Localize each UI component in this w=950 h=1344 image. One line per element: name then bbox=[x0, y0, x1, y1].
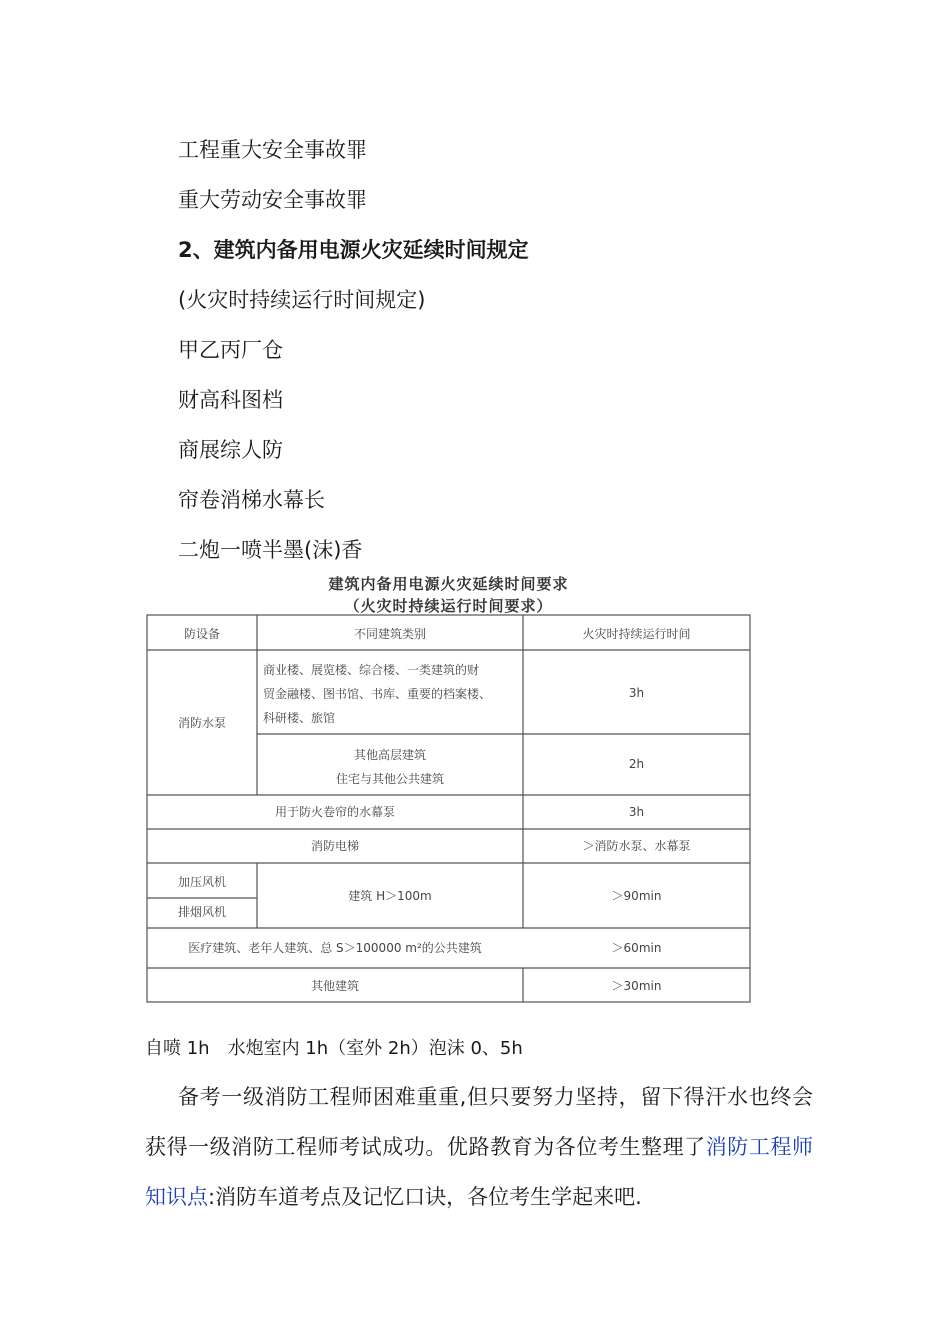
paragraph-text-1: 备考一级消防工程师困难重重,但只要努力坚持，留下得汗水也终会获得一级消防工程师考试成功。优路教育为各位考生整理了 bbox=[145, 1085, 813, 1159]
cell-time-2: 2h bbox=[628, 757, 645, 771]
line-4: 甲乙丙厂仓 bbox=[178, 338, 283, 362]
line-7: 帘卷消梯水幕长 bbox=[178, 488, 325, 512]
cell-time-7: ＞30min bbox=[611, 979, 662, 993]
category-2-line-b: 住宅与其他公共建筑 bbox=[335, 772, 444, 786]
cell-other-buildings: 其他建筑 bbox=[310, 979, 359, 993]
cell-smoke-fan: 排烟风机 bbox=[177, 905, 226, 919]
cell-category-2 bbox=[257, 743, 523, 791]
category-1-line-b: 贸金融楼、图书馆、书库、重要的档案楼、 bbox=[263, 687, 492, 701]
header-time: 火灾时持续运行时间 bbox=[582, 627, 691, 641]
category-1-line-a: 商业楼、展览楼、综合楼、一类建筑的财 bbox=[263, 663, 480, 677]
cell-curtain-pump: 用于防火卷帘的水幕泵 bbox=[274, 805, 395, 819]
cell-time-4: ＞消防水泵、水幕泵 bbox=[582, 839, 691, 853]
line-1: 工程重大安全事故罪 bbox=[178, 138, 367, 162]
header-device: 防设备 bbox=[183, 627, 220, 641]
cell-time-1: 3h bbox=[628, 686, 645, 700]
cell-medical-buildings: 医疗建筑、老年人建筑、总 S＞100000 m²的公共建筑 bbox=[188, 941, 482, 955]
category-1-line-c: 科研楼、旅馆 bbox=[263, 711, 336, 725]
cell-time-5: ＞90min bbox=[611, 889, 662, 903]
line-5: 财高科图档 bbox=[178, 388, 283, 412]
cell-pressure-fan: 加压风机 bbox=[177, 875, 226, 889]
category-2-line-a: 其他高层建筑 bbox=[353, 748, 426, 762]
closing-paragraph bbox=[145, 1072, 813, 1222]
section-heading: 2、建筑内备用电源火灾延续时间规定 bbox=[178, 238, 529, 262]
line-3: (火灾时持续运行时间规定) bbox=[178, 288, 426, 312]
line-2: 重大劳动安全事故罪 bbox=[178, 188, 367, 212]
cell-fire-pump: 消防水泵 bbox=[177, 716, 226, 730]
line-6: 商展综人防 bbox=[178, 438, 283, 462]
cell-time-6: ＞60min bbox=[611, 941, 662, 955]
cell-building-height: 建筑 H＞100m bbox=[348, 889, 432, 903]
sprinkler-note: 自喷 1h 水炮室内 1h（室外 2h）泡沫 0、5h bbox=[145, 1038, 523, 1059]
cell-category-1 bbox=[257, 658, 523, 730]
table-subtitle: （火灾时持续运行时间要求） bbox=[344, 597, 553, 615]
cell-time-3: 3h bbox=[628, 805, 645, 819]
paragraph-text-2: :消防车道考点及记忆口诀，各位考生学起来吧. bbox=[208, 1185, 642, 1209]
table-title: 建筑内备用电源火灾延续时间要求 bbox=[328, 575, 569, 593]
header-category: 不同建筑类别 bbox=[353, 627, 426, 641]
line-8: 二炮一喷半墨(沫)香 bbox=[178, 538, 363, 562]
knowledge-link[interactable]: 消防工程师知识点 bbox=[145, 1135, 814, 1209]
cell-fire-elevator: 消防电梯 bbox=[310, 839, 359, 853]
